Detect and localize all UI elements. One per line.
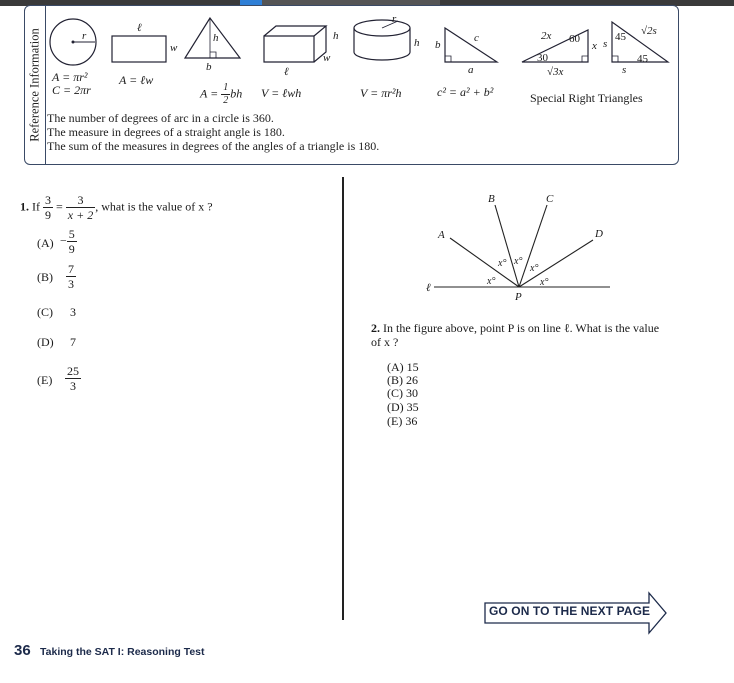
special-s-leg-label: s <box>603 38 608 50</box>
q1-choice-b-value[interactable]: $\frac{7}{3}$ <box>68 262 74 291</box>
cylinder-volume-formula: V = πr²h <box>360 86 402 100</box>
figure-label-a: A <box>438 229 445 241</box>
triangle-area-formula: A = $\frac{1}{2}$ bh <box>200 82 243 106</box>
box-figure <box>264 36 314 62</box>
box-volume-formula: V = ℓwh <box>261 86 302 100</box>
angle-label-5: x° <box>540 277 549 288</box>
figure-label-p: P <box>515 291 522 303</box>
right-triangle-c-label: c <box>474 32 479 44</box>
question-2-number: 2. <box>371 321 380 335</box>
special-s-base-label: s <box>622 64 627 76</box>
page-footer-title: Taking the SAT I: Reasoning Test <box>40 646 205 658</box>
q1-choice-d-value[interactable]: 7 <box>70 335 76 349</box>
q2-choice-a[interactable]: (A) 15 <box>387 360 419 374</box>
q2-choice-c[interactable]: (C) 30 <box>387 386 418 400</box>
box-w-label: w <box>323 52 331 64</box>
triangle-b-label: b <box>206 61 212 73</box>
special-hyp-label: 2x <box>541 30 552 42</box>
rectangle-figure <box>112 36 166 62</box>
pythagorean-formula: c² = a² + b² <box>437 85 494 99</box>
next-page-label[interactable]: GO ON TO THE NEXT PAGE <box>489 604 651 618</box>
box-h-label: h <box>333 30 339 42</box>
angle-label-4: x° <box>530 263 539 274</box>
q1-choice-d-letter[interactable]: (D) <box>37 335 54 349</box>
q1-choice-a-value[interactable]: − $\frac{5}{9}$ <box>60 227 75 256</box>
q2-choice-d[interactable]: (D) 35 <box>387 400 419 414</box>
rectangle-l-label: ℓ <box>137 22 142 34</box>
q1-choice-c-letter[interactable]: (C) <box>37 305 53 319</box>
special-45b-label: 45 <box>637 53 648 65</box>
ray-pa <box>450 238 519 287</box>
q1-choice-e-letter[interactable]: (E) <box>37 373 53 387</box>
right-triangle-a-label: a <box>468 64 474 76</box>
angle-label-2: x° <box>498 258 507 269</box>
question-1-number: 1. <box>20 199 29 214</box>
question-1-rhs-fraction: $\frac{3}{x + 2}$ <box>67 193 94 222</box>
ray-pc <box>519 205 547 287</box>
figure-label-c: C <box>546 193 554 205</box>
column-divider <box>342 177 344 620</box>
question-1-stem: 1. If $\frac{3}{9}$ = $\frac{3}{x + 2}$ , what is the value of x ? <box>20 193 213 222</box>
q1-choice-a-letter[interactable]: (A) <box>37 236 54 250</box>
special-60-label: 60 <box>569 33 580 45</box>
q1-choice-e-value[interactable]: $\frac{25}{3}$ <box>67 364 79 393</box>
page-number: 36 <box>14 642 31 659</box>
rectangle-w-label: w <box>170 42 178 54</box>
figure-label-line: ℓ <box>426 282 431 294</box>
right-triangle-b-label: b <box>435 39 441 51</box>
question-1-lhs-fraction: $\frac{3}{9}$ <box>45 193 51 222</box>
question-2-text: In the figure above, point P is on line ℓ. What is the value of x ? <box>371 321 660 349</box>
right-triangle-figure <box>445 28 497 62</box>
rectangle-area-formula: A = ℓw <box>119 73 154 87</box>
fact-triangle-sum: The sum of the measures in degrees of the angles of a triangle is 180. <box>47 139 380 153</box>
circle-circumference-formula: C = 2πr <box>52 83 91 97</box>
triangle-h-label: h <box>213 32 219 44</box>
special-short-leg-label: x <box>592 40 597 52</box>
fact-circle-degrees: The number of degrees of arc in a circle is 360. <box>47 111 274 125</box>
ray-pb <box>495 205 519 287</box>
cylinder-h-label: h <box>414 37 420 49</box>
circle-r-label: r <box>82 30 87 42</box>
special-root2s-label: √2s <box>641 25 657 37</box>
question-2-stem <box>371 321 671 349</box>
circle-area-formula: A = πr² <box>52 70 88 84</box>
special-long-leg-label: √3x <box>547 66 564 78</box>
cylinder-r-label: r <box>392 13 397 25</box>
q1-choice-c-value[interactable]: 3 <box>70 305 76 319</box>
figure-label-b: B <box>488 193 495 205</box>
special-triangles-caption: Special Right Triangles <box>530 91 643 105</box>
q1-choice-b-letter[interactable]: (B) <box>37 270 53 284</box>
fact-straight-angle: The measure in degrees of a straight angle is 180. <box>47 125 285 139</box>
figure-label-d: D <box>595 228 603 240</box>
box-l-label: ℓ <box>284 66 289 78</box>
angle-label-3: x° <box>514 256 523 267</box>
q2-choice-e[interactable]: (E) 36 <box>387 414 418 428</box>
angle-label-1: x° <box>487 276 496 287</box>
q2-choice-b[interactable]: (B) 26 <box>387 373 418 387</box>
reference-side-label: Reference Information <box>27 28 42 142</box>
special-30-label: 30 <box>537 52 548 64</box>
special-45a-label: 45 <box>615 31 626 43</box>
